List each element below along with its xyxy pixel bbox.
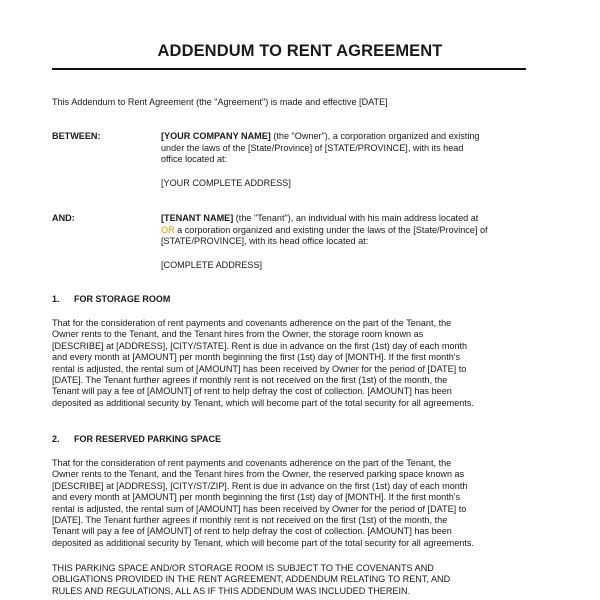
and-line-3: [STATE/PROVINCE], with its head office located at:: [161, 236, 369, 246]
paragraph-line: [DESCRIBE] at [ADDRESS], [CITY/STATE]. Rent is due in advance on the first (1st) day of each month: [52, 340, 468, 351]
and-line-2-rest: a corporation organized and existing under the laws of the [State/Province] of: [174, 224, 488, 235]
section-2-paragraph: [52, 458, 474, 549]
paragraph-line: deposited as additional security by Tenant, which will become part of the total security for all agreements.: [52, 397, 474, 408]
closing-line: RULES AND REGULATIONS, ALL AS IF THIS ADDENDUM WAS INCLUDED THEREIN.: [52, 585, 411, 596]
closing-paragraph: [52, 563, 450, 597]
between-line-1-rest: (the "Owner"), a corporation organized and existing: [270, 131, 480, 141]
paragraph-line: and every month at [AMOUNT] per month beginning the first (1st) day of [MONTH]. If the first month's: [52, 492, 461, 503]
and-line-2: [161, 225, 488, 236]
between-label: BETWEEN:: [52, 131, 101, 141]
tenant-address: [COMPLETE ADDRESS]: [161, 260, 263, 270]
between-line-3: office located at:: [161, 154, 228, 164]
paragraph-line: deposited as additional security by Tenant, which will become part of the total security for all agreements.: [52, 537, 474, 548]
tenant-name: [TENANT NAME]: [161, 213, 234, 223]
and-label: AND:: [52, 213, 75, 223]
paragraph-line: and every month at [AMOUNT] per month beginning the first (1st) day of [MONTH]. If the first month's: [52, 352, 461, 363]
paragraph-line: That for the consideration of rent payments and covenants adherence on the part of the Tenant, the: [52, 458, 452, 468]
paragraph-line: Tenant will pay a fee of [AMOUNT] of rent to help defray the cost of collection. [AMOUNT] has been: [52, 386, 452, 397]
closing-line: THIS PARKING SPACE AND/OR STORAGE ROOM IS SUBJECT TO THE COVENANTS AND: [52, 563, 434, 573]
owner-name: [YOUR COMPANY NAME]: [161, 131, 271, 141]
paragraph-line: rental is adjusted, the rental sum of [AMOUNT] has been received by Owner for the period of [DATE] to: [52, 363, 467, 374]
section-1-heading: [52, 294, 170, 304]
section-2-heading: [52, 434, 221, 444]
section-1-paragraph: [52, 318, 474, 409]
section-1-title: FOR STORAGE ROOM: [74, 294, 171, 304]
paragraph-line: That for the consideration of rent payments and covenants adherence on the part of the Tenant, the: [52, 318, 452, 328]
section-1-number: 1.: [52, 294, 60, 304]
intro-line: This Addendum to Rent Agreement (the "Agreement") is made and effective [DATE]: [52, 97, 388, 107]
section-2-number: 2.: [52, 434, 60, 444]
between-line-2: under the laws of the [State/Province] of [STATE/PROVINCE], with its head: [161, 142, 464, 153]
paragraph-line: [DATE]. The Tenant further agrees if monthly rent is not received on the first (1st) of the month, the: [52, 375, 448, 386]
document-title: ADDENDUM TO RENT AGREEMENT: [157, 42, 443, 60]
or-word: OR: [161, 224, 175, 235]
paragraph-line: Tenant will pay a fee of [AMOUNT] of rent to help defray the cost of collection. [AMOUNT] has been: [52, 526, 452, 537]
owner-address: [YOUR COMPLETE ADDRESS]: [161, 178, 291, 188]
paragraph-line: [DATE]. The Tenant further agrees if monthly rent is not received on the first (1st) of the month, the: [52, 515, 448, 526]
title-underline: [52, 68, 526, 70]
paragraph-line: Owner rents to the Tenant, and the Tenant hires from the Owner, the reserved parking space known as: [52, 469, 465, 480]
between-line-1: [161, 131, 479, 142]
closing-line: OBLIGATIONS PROVIDED IN THE RENT AGREEMENT, ADDENDUM RELATING TO RENT, AND: [52, 574, 451, 585]
and-line-1: [161, 213, 478, 224]
and-line-1-rest: (the "Tenant"), an individual with his main address located at: [233, 213, 479, 223]
paragraph-line: rental is adjusted, the rental sum of [AMOUNT] has been received by Owner for the period of [DATE] to: [52, 503, 467, 514]
paragraph-line: [DESCRIBE] at [ADDRESS], [CITY/ST/ZIP]. Rent is due in advance on the first (1st) day of each month: [52, 480, 468, 491]
paragraph-line: Owner rents to the Tenant, and the Tenant hires from the Owner, the storage room known as: [52, 329, 424, 340]
section-2-title: FOR RESERVED PARKING SPACE: [74, 434, 222, 444]
